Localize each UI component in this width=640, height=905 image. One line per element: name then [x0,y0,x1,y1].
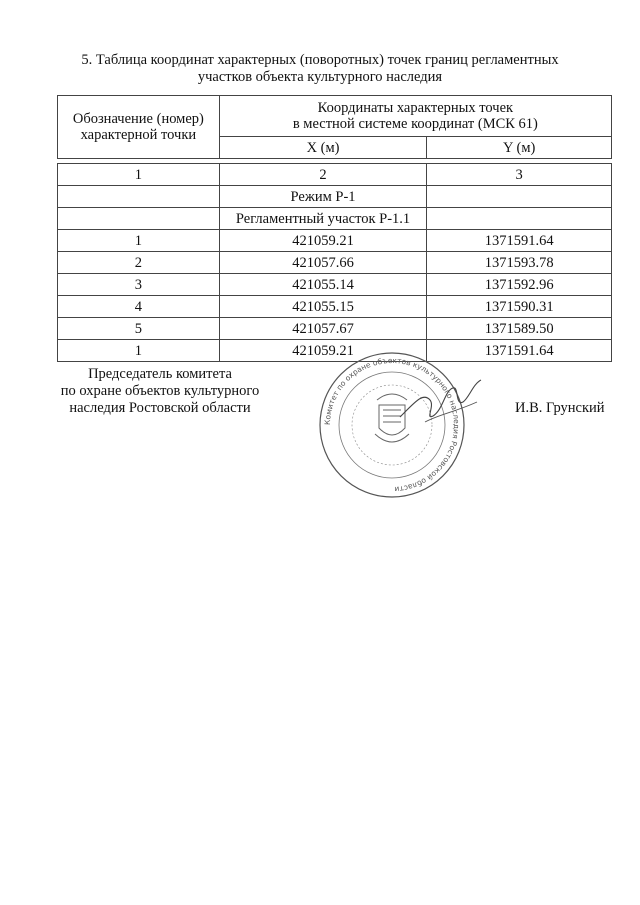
y-coordinate: 1371593.78 [427,252,612,274]
numbering-cell-1: 1 [58,164,220,186]
table-regime-row [58,186,612,208]
header-y: Y (м) [427,137,612,159]
table-row [58,318,612,340]
numbering-cell-3: 3 [427,164,612,186]
handwritten-signature [395,372,485,432]
site-label: Регламентный участок Р-1.1 [219,208,427,230]
point-number: 3 [58,274,220,296]
header-coords-line-2: в местной системе координат (МСК 61) [292,116,538,132]
y-coordinate: 1371591.64 [427,340,612,362]
signer-position-line-2: по охране объектов культурного [60,383,260,399]
y-coordinate: 1371592.96 [427,274,612,296]
point-number: 1 [58,340,220,362]
y-coordinate: 1371589.50 [427,318,612,340]
x-coordinate: 421057.67 [219,318,427,340]
header-point-line-2: характерной точки [80,127,197,143]
signer-position-line-3: наследия Ростовской области [69,400,251,416]
title-line-1: 5. Таблица координат характерных (поворотных) точек границ регламентных [81,52,559,68]
header-x: X (м) [219,137,427,159]
header-coordinates-group [219,96,611,137]
regime-label: Режим Р-1 [219,186,427,208]
y-coordinate: 1371590.31 [427,296,612,318]
header-point-designation [58,96,220,159]
signer-name: И.В. Грунский [515,400,605,416]
table-row [58,252,612,274]
x-coordinate: 421057.66 [219,252,427,274]
point-number: 4 [58,296,220,318]
table-numbering-row [58,164,612,186]
seal-text: Комитет по охране объектов культурного наследия Ростовской области [322,355,462,494]
x-coordinate: 421055.14 [219,274,427,296]
table-row [58,296,612,318]
signer-position [40,366,280,417]
table-row [58,230,612,252]
header-point-line-1: Обозначение (номер) [72,111,204,127]
y-coordinate: 1371591.64 [427,230,612,252]
point-number: 1 [58,230,220,252]
point-number: 2 [58,252,220,274]
numbering-cell-2: 2 [219,164,427,186]
table-site-row [58,208,612,230]
x-coordinate: 421059.21 [219,230,427,252]
document-title [40,52,600,86]
title-line-2: участков объекта культурного наследия [197,69,443,85]
signer-position-line-1: Председатель комитета [88,366,232,382]
header-coords-line-1: Координаты характерных точек [317,100,514,116]
x-coordinate: 421055.15 [219,296,427,318]
table-row [58,274,612,296]
point-number: 5 [58,318,220,340]
coordinates-table [57,95,612,362]
x-coordinate: 421059.21 [219,340,427,362]
table-header-row [58,96,612,137]
